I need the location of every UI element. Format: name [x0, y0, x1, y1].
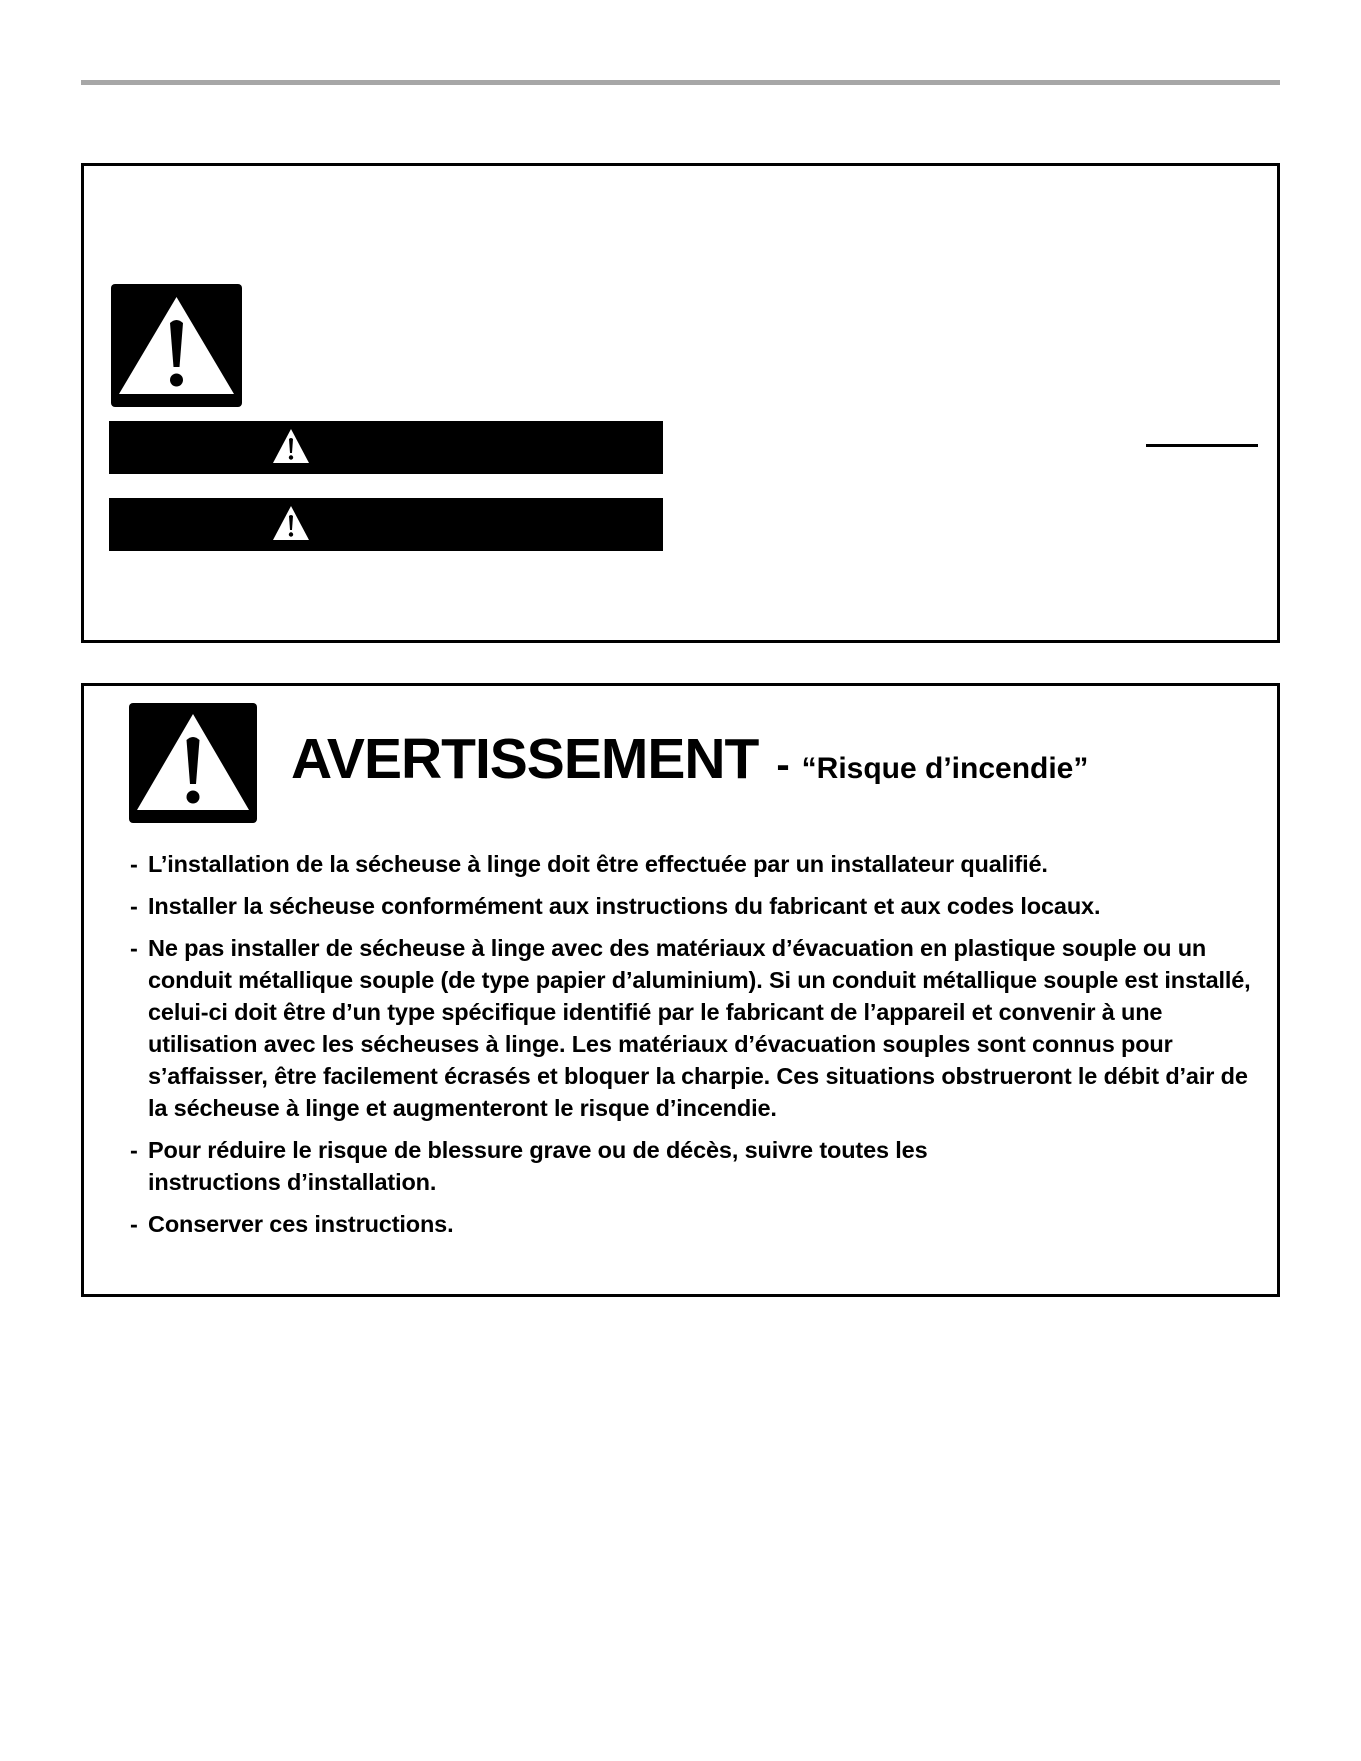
- underline-rule: [1146, 444, 1258, 447]
- bullet-mark: -: [130, 893, 138, 919]
- bullet-mark: -: [130, 851, 138, 877]
- warning-signal-bar: [109, 498, 663, 551]
- list-item: [130, 932, 1260, 1124]
- danger-signal-bar: [109, 421, 663, 474]
- warning-title: AVERTISSEMENT: [291, 727, 759, 791]
- list-item-text: L’installation de la sécheuse à linge doit être effectuée par un installateur qualifié.: [148, 851, 1048, 877]
- warning-triangle-icon: [272, 428, 310, 464]
- list-item: [130, 1134, 1260, 1198]
- warning-subtitle: “Risque d’incendie”: [801, 752, 1089, 785]
- list-item-text: Conserver ces instructions.: [148, 1211, 454, 1237]
- list-item-text: Pour réduire le risque de blessure grave ou de décès, suivre toutes les instructions d’installation.: [148, 1137, 928, 1195]
- bullet-mark: -: [130, 935, 138, 961]
- list-item: [130, 890, 1260, 922]
- warning-triangle-icon: [110, 283, 243, 408]
- warning-triangle-icon: [128, 702, 258, 824]
- list-item: [130, 848, 1260, 880]
- warning-heading: [291, 726, 1271, 796]
- bullet-mark: -: [130, 1137, 138, 1163]
- warning-triangle-icon: [272, 505, 310, 541]
- header-rule: [81, 80, 1280, 85]
- list-item-text: Ne pas installer de sécheuse à linge avec des matériaux d’évacuation en plastique souple ou un conduit métallique souple (de type papier d’aluminium). Si un conduit métallique souple est installé, celui-ci doit être d’un type spécifique identifié par le fabricant de l’appareil et convenir à une utilisation avec les sécheuses à linge. Les matériaux d’évacuation souples sont connus pour s’affaisser, être facilement écrasés et bloquer la charpie. Ces situations obstrueront le débit d’air de la sécheuse à linge et augmenteront le risque d’incendie.: [148, 935, 1251, 1121]
- fire-warning-box: [81, 683, 1280, 1297]
- list-item-text: Installer la sécheuse conformément aux instructions du fabricant et aux codes locaux.: [148, 893, 1101, 919]
- list-item: [130, 1208, 1260, 1240]
- heading-separator: -: [776, 743, 790, 787]
- safety-info-box: [81, 163, 1280, 643]
- warning-list: [130, 848, 1260, 1250]
- bullet-mark: -: [130, 1211, 138, 1237]
